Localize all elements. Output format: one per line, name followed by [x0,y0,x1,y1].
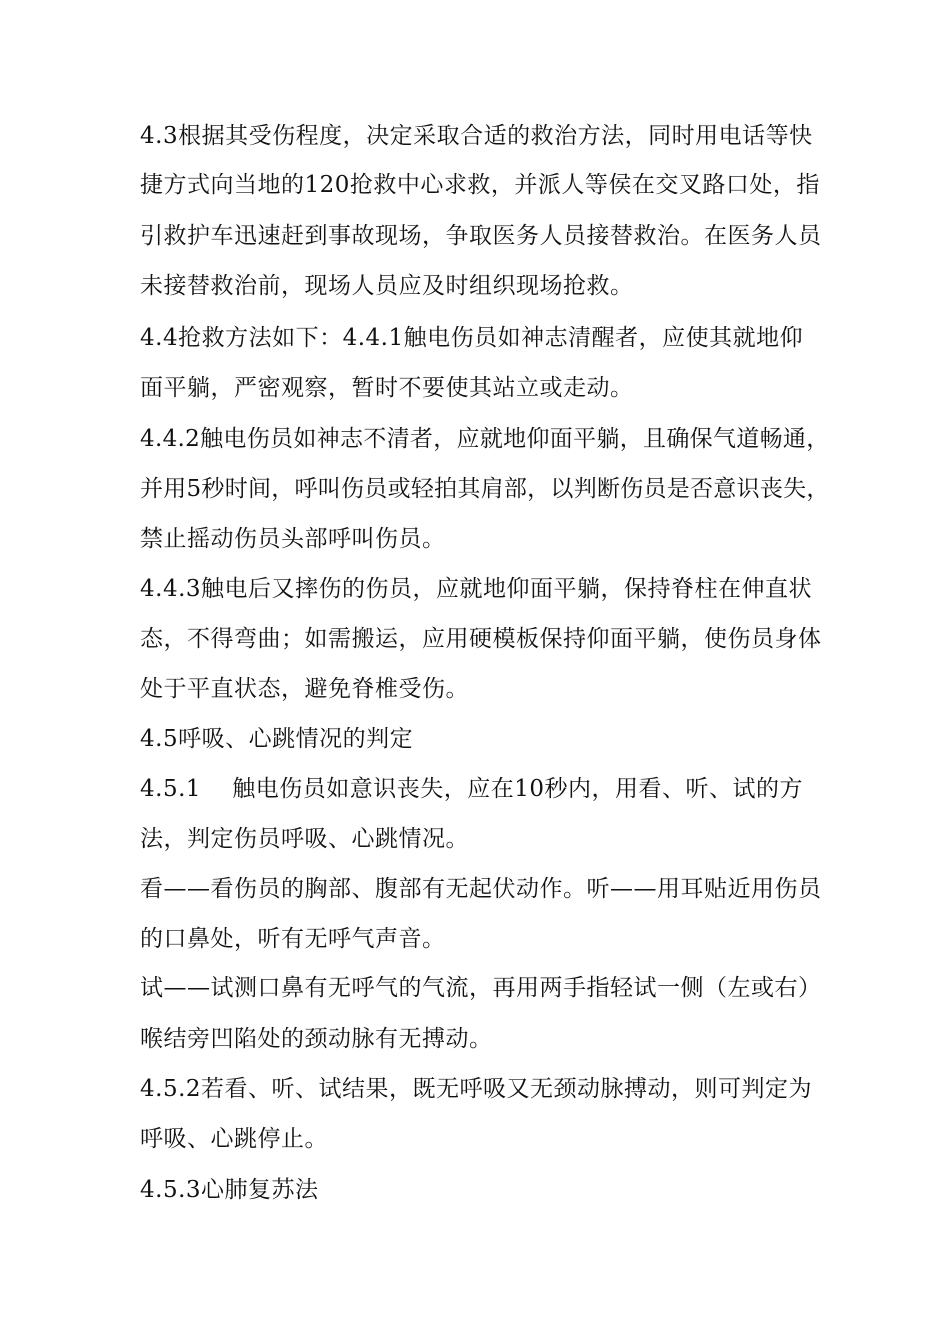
text-line-17: 的口鼻处，听有无呼气声音。 [140,926,446,952]
text-line-13: 4.5呼吸、心跳情况的判定 [140,726,414,752]
text-line-8: 并用5秒时间，呼叫伤员或轻拍其肩部，以判断伤员是否意识丧失， [140,476,830,502]
text-line-2: 捷方式向当地的120抢救中心求救，并派人等侯在交叉路口处，指 [140,172,820,198]
text-line-21: 呼吸、心跳停止。 [140,1126,328,1152]
text-line-4: 未接替救治前，现场人员应及时组织现场抢救。 [140,273,634,299]
text-line-10: 4.4.3触电后又摔伤的伤员，应就地仰面平躺，保持脊柱在伸直状 [140,576,813,602]
text-line-5: 4.4抢救方法如下：4.4.1触电伤员如神志清醒者，应使其就地仰 [140,325,804,351]
text-line-12: 处于平直状态，避免脊椎受伤。 [140,676,469,702]
text-line-11: 态，不得弯曲；如需搬运，应用硬模板保持仰面平躺，使伤员身体 [140,626,822,652]
text-line-14: 4.5.1 触电伤员如意识丧失，应在10秒内，用看、听、试的方 [140,776,804,802]
text-line-18: 试——试测口鼻有无呼气的气流，再用两手指轻试一侧（左或右） [140,975,822,1001]
text-line-19: 喉结旁凹陷处的颈动脉有无搏动。 [140,1026,493,1052]
text-line-20: 4.5.2若看、听、试结果，既无呼吸又无颈动脉搏动，则可判定为 [140,1076,813,1102]
text-line-16: 看——看伤员的胸部、腹部有无起伏动作。听——用耳贴近用伤员 [140,876,822,902]
text-line-7: 4.4.2触电伤员如神志不清者，应就地仰面平躺，且确保气道畅通， [140,426,830,452]
text-line-15: 法，判定伤员呼吸、心跳情况。 [140,826,469,852]
text-line-1: 4.3根据其受伤程度，决定采取合适的救治方法，同时用电话等快 [140,123,813,149]
text-line-3: 引救护车迅速赶到事故现场，争取医务人员接替救治。在医务人员 [140,223,822,249]
text-line-22: 4.5.3心肺复苏法 [140,1177,319,1203]
text-line-6: 面平躺，严密观察，暂时不要使其站立或走动。 [140,375,634,401]
text-line-9: 禁止摇动伤员头部呼叫伤员。 [140,526,446,552]
